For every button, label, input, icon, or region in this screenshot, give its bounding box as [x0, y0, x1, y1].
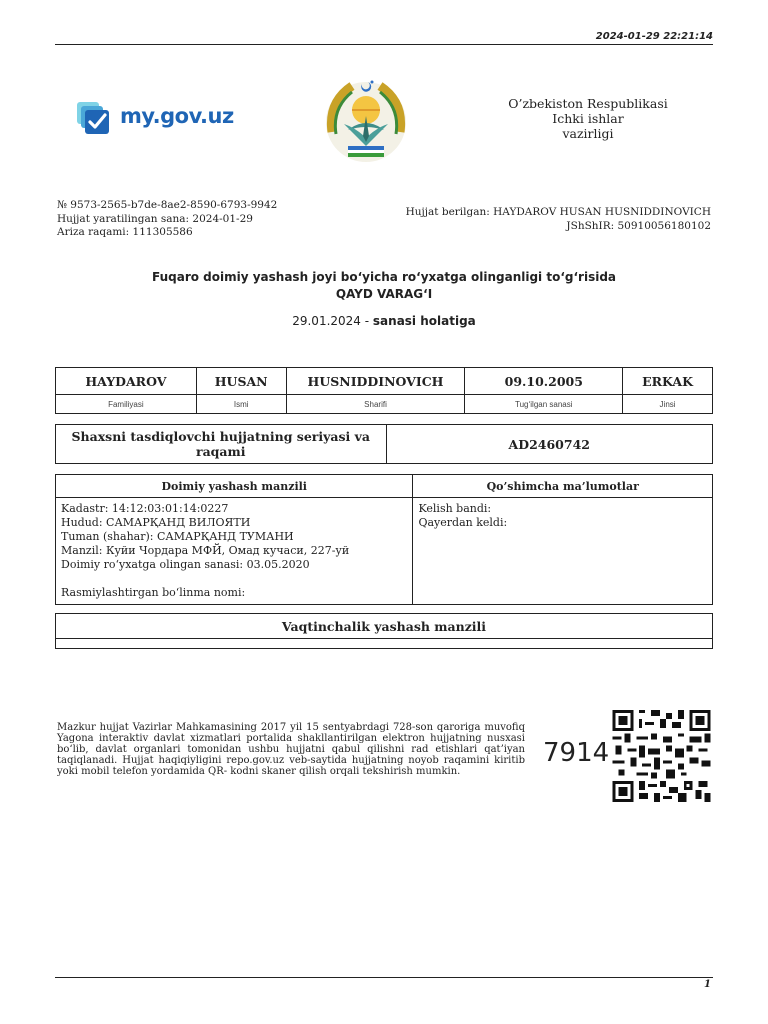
ministry-line-3: vazirligi: [562, 126, 614, 141]
birthdate-label: Tug‘ilgan sanasi: [465, 395, 623, 414]
logo-text: my.gov.uz: [120, 104, 234, 128]
issuing-unit-line: Rasmiylashtirgan bo‘linma nomi:: [61, 586, 246, 599]
issued-to: Hujjat berilgan: HAYDAROV HUSAN HUSNIDDINOVICH: [405, 206, 711, 218]
temporary-address-header: Vaqtinchalik yashash manzili: [56, 614, 713, 639]
region-line: Hudud: САМАРҚАНД ВИЛОЯТИ: [61, 516, 251, 529]
patronymic-label: Sharifi: [286, 395, 465, 414]
verification-code: 7914: [543, 738, 610, 768]
checkmark-cards-icon: [76, 100, 118, 140]
registration-date-line: Doimiy ro‘yxatga olingan sanasi: 03.05.2020: [61, 558, 310, 571]
as-of-separator: -: [360, 314, 373, 328]
permanent-address-header: Doimiy yashash manzili: [56, 475, 413, 498]
extra-info-header: Qo’shimcha ma’lumotlar: [413, 475, 713, 498]
title-line-2: QAYD VARAG‘I: [335, 287, 433, 301]
gender-value: ERKAK: [623, 368, 713, 395]
pinfl: JShShIR: 50910056180102: [566, 219, 711, 232]
temporary-address-table: [55, 613, 713, 649]
extra-info-cell: [413, 498, 713, 605]
id-document-value: AD2460742: [386, 425, 712, 464]
surname-value: HAYDAROV: [56, 368, 197, 395]
birthdate-value: 09.10.2005: [465, 368, 623, 395]
street-address-line: Manzil: Куйи Чордара МФЙ, Омад кучаси, 227-уй: [61, 544, 350, 557]
address-table: [55, 474, 713, 605]
cadastre-line: Kadastr: 14:12:03:01:14:0227: [61, 502, 229, 515]
name-label: Ismi: [196, 395, 286, 414]
arrival-reason-line: Kelish bandi:: [418, 502, 492, 515]
as-of-date-value: 29.01.2024: [292, 314, 361, 328]
page-number: 1: [704, 979, 711, 990]
legal-notice: Mazkur hujjat Vazirlar Mahkamasining 2017 yil 15 sentyabrdagi 728-son qaroriga muvofiq Yagona interaktiv davlat xizmatlari portalida shakllantirilgan elektron hujjatning nusxasi bo‘lib, davlat organlari tomonidan ushbu hujjatni qabul qilishni rad etishlari qat’iyan taqiqlanadi. Hujjat haqiqiyligini repo.gov.uz veb-saytida hujjatning noyob raqamini kiritib yoki mobil telefon yordamida QR- kodni skaner qilish orqali tekshirish mumkin.: [57, 722, 525, 777]
id-document-label: Shaxsni tasdiqlovchi hujjatning seriyasi va raqami: [56, 425, 387, 464]
qr-code[interactable]: [612, 710, 711, 802]
district-line: Tuman (shahar): САМАРҚАНД ТУМАНИ: [61, 530, 294, 543]
mygov-logo[interactable]: [76, 100, 246, 140]
qr-code-icon: [612, 710, 711, 802]
as-of-label: sanasi holatiga: [372, 314, 476, 328]
document-timestamp: 2024-01-29 22:21:14: [595, 31, 713, 42]
spacer-line: [61, 572, 407, 586]
application-number: Ariza raqami: 111305586: [57, 226, 193, 238]
ministry-name: [488, 96, 688, 141]
state-emblem: [318, 72, 414, 168]
id-document-table: [55, 424, 713, 464]
top-divider: [55, 44, 713, 45]
permanent-address-cell: [56, 498, 413, 605]
as-of-date: [55, 314, 713, 328]
surname-label: Familiyasi: [56, 395, 197, 414]
document-meta: [57, 199, 277, 240]
doc-number: № 9573-2565-b7de-8ae2-8590-6793-9942: [57, 199, 278, 211]
patronymic-value: HUSNIDDINOVICH: [286, 368, 465, 395]
name-value: HUSAN: [196, 368, 286, 395]
gender-label: Jinsi: [623, 395, 713, 414]
created-date: Hujjat yaratilingan sana: 2024-01-29: [57, 212, 253, 225]
document-title: [55, 269, 713, 303]
arrived-from-line: Qayerdan keldi:: [418, 516, 508, 529]
bottom-divider: [55, 977, 713, 978]
ministry-line-2: Ichki ishlar: [552, 111, 624, 126]
person-table: [55, 367, 713, 414]
title-line-1: Fuqaro doimiy yashash joyi bo‘yicha ro‘yxatga olinganligi to‘g‘risida: [151, 270, 617, 284]
ministry-line-1: O’zbekiston Respublikasi: [508, 96, 668, 111]
recipient-meta: [406, 206, 711, 233]
temporary-address-cell: [56, 639, 713, 649]
